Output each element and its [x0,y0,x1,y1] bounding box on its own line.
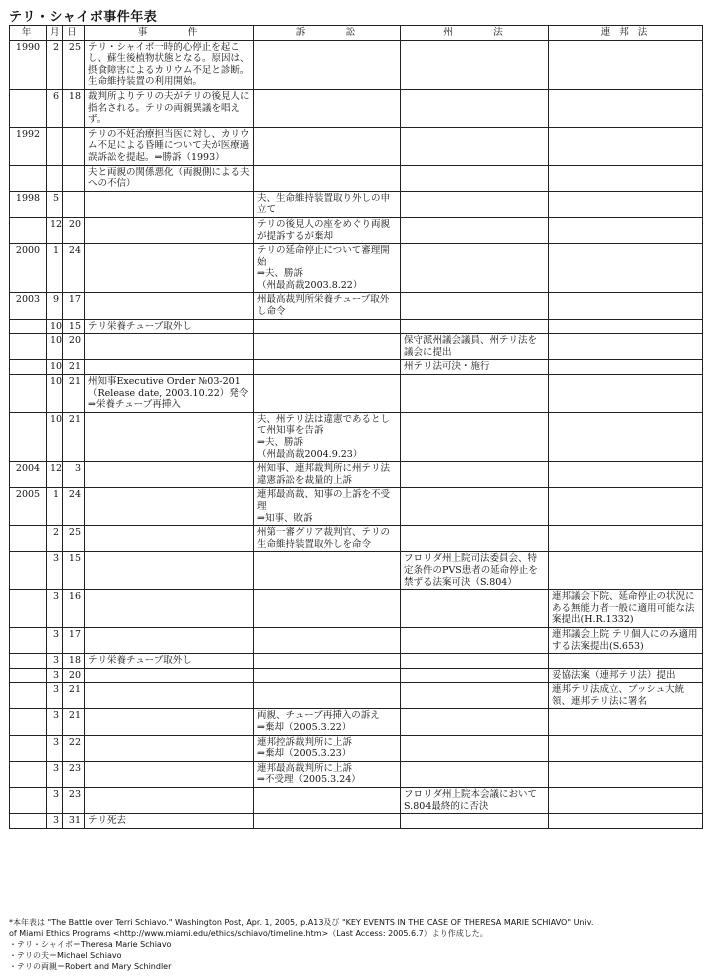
cell-day: 25 [63,526,85,552]
cell-federal-law: 妥協法案（連邦テリ法）提出 [549,668,703,683]
cell-event [85,360,254,375]
header-year: 年 [10,26,47,41]
cell-federal-law [549,293,703,319]
cell-month: 12 [47,217,63,243]
cell-state-law [401,89,549,127]
cell-state-law [401,217,549,243]
cell-event [85,217,254,243]
cell-month: 9 [47,293,63,319]
cell-federal-law [549,89,703,127]
table-row [10,590,703,628]
cell-month: 3 [47,627,63,653]
cell-month: 2 [47,526,63,552]
footnote-line: ・テリの夫＝Michael Schiavo [9,951,122,960]
cell-day: 21 [63,412,85,461]
cell-state-law [401,462,549,488]
cell-year [10,360,47,375]
cell-federal-law [549,319,703,334]
cell-year [10,654,47,669]
table-row [10,165,703,191]
cell-event: テリ死去 [85,814,254,829]
cell-federal-law [549,334,703,360]
cell-month: 10 [47,360,63,375]
cell-state-law [401,191,549,217]
cell-day: 15 [63,319,85,334]
cell-event [85,462,254,488]
table-row [10,814,703,829]
cell-federal-law [549,244,703,293]
footnote-line: *本年表は "The Battle over Terri Schiavo." Washington Post, Apr. 1, 2005, p.A13及び "KEY EVENTS IN THE CASE OF THERESA MARIE SCHIAVO" Univ. [9,918,594,927]
cell-event [85,244,254,293]
table-row [10,360,703,375]
cell-lawsuit [254,627,401,653]
cell-state-law: フロリダ州上院司法委員会、特定条件のPVS患者の延命停止を禁ずる法案可決（S.804） [401,552,549,590]
table-row [10,488,703,526]
cell-year [10,627,47,653]
cell-state-law [401,526,549,552]
cell-state-law [401,683,549,709]
cell-year [10,761,47,787]
cell-event [85,668,254,683]
cell-state-law [401,735,549,761]
cell-lawsuit [254,375,401,413]
cell-state-law [401,165,549,191]
footnote-line: of Miami Ethics Programs <http://www.miami.edu/ethics/schiavo/timeline.htm>（Last Access: 2005.6.7）より作成した。 [9,929,488,938]
cell-event: テリの不妊治療担当医に対し、カリウム不足による昏睡について夫が医療過誤訴訟を提起。⇒勝訴（1993） [85,127,254,165]
cell-year: 1990 [10,40,47,89]
cell-lawsuit: 連邦控訴裁判所に上訴 ⇒棄却（2005.3.23） [254,735,401,761]
table-row [10,217,703,243]
header-day: 日 [63,26,85,41]
cell-event [85,526,254,552]
table-row [10,334,703,360]
cell-day: 15 [63,552,85,590]
cell-lawsuit: 州最高裁判所栄養チューブ取外し命令 [254,293,401,319]
cell-month: 3 [47,761,63,787]
cell-federal-law [549,488,703,526]
cell-federal-law [549,526,703,552]
cell-federal-law [549,360,703,375]
cell-day [63,127,85,165]
cell-day: 18 [63,89,85,127]
cell-day: 16 [63,590,85,628]
cell-day: 25 [63,40,85,89]
table-row [10,709,703,735]
cell-state-law [401,293,549,319]
cell-day: 18 [63,654,85,669]
cell-event: テリ栄養チューブ取外し [85,319,254,334]
cell-lawsuit [254,40,401,89]
cell-day: 20 [63,668,85,683]
header-state-law: 州 法 [401,26,549,41]
cell-state-law: 州テリ法可決・施行 [401,360,549,375]
cell-year [10,590,47,628]
cell-year [10,526,47,552]
cell-month: 12 [47,462,63,488]
cell-state-law [401,412,549,461]
footnotes [9,917,704,972]
cell-lawsuit [254,360,401,375]
cell-federal-law [549,217,703,243]
cell-state-law [401,375,549,413]
cell-lawsuit [254,654,401,669]
table-row [10,319,703,334]
cell-day: 3 [63,462,85,488]
cell-lawsuit: 夫、生命維持装置取り外しの申立て [254,191,401,217]
cell-year [10,412,47,461]
cell-state-law [401,319,549,334]
header-event: 事 件 [85,26,254,41]
table-row [10,462,703,488]
header-federal-law: 連 邦 法 [549,26,703,41]
cell-federal-law [549,735,703,761]
cell-state-law [401,761,549,787]
cell-state-law: フロリダ州上院本会議においてS.804最終的に否決 [401,788,549,814]
table-row [10,668,703,683]
cell-lawsuit: 州第一審グリア裁判官、テリの生命維持装置取外しを命令 [254,526,401,552]
cell-lawsuit [254,165,401,191]
cell-federal-law [549,412,703,461]
header-row [10,26,703,41]
cell-federal-law [549,375,703,413]
cell-year [10,89,47,127]
cell-month: 3 [47,814,63,829]
cell-day: 21 [63,683,85,709]
cell-federal-law [549,814,703,829]
cell-month: 10 [47,334,63,360]
cell-event [85,293,254,319]
cell-month: 5 [47,191,63,217]
cell-day: 31 [63,814,85,829]
cell-year [10,814,47,829]
cell-federal-law [549,462,703,488]
cell-month: 1 [47,488,63,526]
cell-federal-law [549,40,703,89]
cell-lawsuit: 両親、チューブ再挿入の訴え ⇒棄却（2005.3.22） [254,709,401,735]
cell-state-law [401,590,549,628]
cell-event [85,627,254,653]
table-row [10,761,703,787]
cell-year: 2004 [10,462,47,488]
cell-day: 23 [63,761,85,787]
cell-lawsuit [254,127,401,165]
table-row [10,552,703,590]
cell-state-law [401,627,549,653]
cell-year [10,735,47,761]
cell-month: 3 [47,683,63,709]
cell-month: 6 [47,89,63,127]
cell-day: 17 [63,627,85,653]
table-row [10,244,703,293]
cell-year [10,319,47,334]
cell-event: 裁判所よりテリの夫がテリの後見人に指名される。テリの両親異議を唱えず。 [85,89,254,127]
cell-lawsuit [254,334,401,360]
cell-month: 10 [47,375,63,413]
table-row [10,293,703,319]
cell-day: 24 [63,488,85,526]
cell-month: 10 [47,412,63,461]
cell-lawsuit: 州知事、連邦裁判所に州テリ法違憲訴訟を裁量的上訴 [254,462,401,488]
cell-federal-law: 連邦テリ法成立、ブッシュ大統領、連邦テリ法に署名 [549,683,703,709]
cell-lawsuit [254,814,401,829]
cell-day: 24 [63,244,85,293]
cell-day: 21 [63,360,85,375]
cell-year: 1998 [10,191,47,217]
cell-event [85,552,254,590]
cell-event [85,788,254,814]
cell-event [85,590,254,628]
cell-federal-law [549,552,703,590]
cell-state-law [401,40,549,89]
cell-event [85,735,254,761]
cell-month: 3 [47,735,63,761]
table-row [10,191,703,217]
cell-year [10,165,47,191]
footnote-line: ・テリの両親＝Robert and Mary Schindler [9,962,172,971]
cell-state-law [401,668,549,683]
cell-year: 2003 [10,293,47,319]
cell-event [85,191,254,217]
cell-lawsuit: 連邦最高裁、知事の上訴を不受理 ⇒知事、敗訴 [254,488,401,526]
cell-day: 23 [63,788,85,814]
table-row [10,627,703,653]
cell-day: 21 [63,709,85,735]
table-row [10,412,703,461]
header-month: 月 [47,26,63,41]
cell-federal-law [549,191,703,217]
cell-lawsuit [254,89,401,127]
cell-month: 3 [47,590,63,628]
cell-year [10,668,47,683]
cell-state-law [401,244,549,293]
footnote-line: ・テリ・シャイボ＝Theresa Marie Schiavo [9,940,172,949]
cell-event: 州知事Executive Order №03-201（Release date, 2003.10.22）発令 ⇒栄養チューブ再挿入 [85,375,254,413]
cell-month: 3 [47,788,63,814]
cell-state-law [401,709,549,735]
cell-lawsuit [254,683,401,709]
cell-year: 1992 [10,127,47,165]
cell-year [10,217,47,243]
cell-year [10,552,47,590]
cell-state-law [401,127,549,165]
cell-month: 3 [47,654,63,669]
table-row [10,526,703,552]
cell-federal-law [549,165,703,191]
cell-lawsuit: 連邦最高裁判所に上訴 ⇒不受理（2005.3.24） [254,761,401,787]
cell-event: 夫と両親の関係悪化（両親側による夫への不信） [85,165,254,191]
cell-day: 21 [63,375,85,413]
table-row [10,654,703,669]
cell-lawsuit [254,319,401,334]
cell-month: 2 [47,40,63,89]
cell-federal-law [549,654,703,669]
table-row [10,788,703,814]
cell-federal-law [549,788,703,814]
cell-month: 10 [47,319,63,334]
cell-event: テリ栄養チューブ取外し [85,654,254,669]
cell-lawsuit: テリの後見人の座をめぐり両親が提訴するが棄却 [254,217,401,243]
cell-event [85,761,254,787]
cell-day: 20 [63,217,85,243]
cell-lawsuit: 夫、州テリ法は違憲であるとして州知事を告訴 ⇒夫、勝訴 （州最高裁2004.9.23） [254,412,401,461]
cell-event [85,709,254,735]
table-row [10,127,703,165]
cell-month [47,165,63,191]
cell-year [10,375,47,413]
cell-year: 2005 [10,488,47,526]
cell-day: 22 [63,735,85,761]
cell-year [10,683,47,709]
table-row [10,89,703,127]
cell-day [63,191,85,217]
cell-lawsuit [254,590,401,628]
table-row [10,40,703,89]
cell-lawsuit [254,668,401,683]
cell-year [10,334,47,360]
cell-federal-law: 連邦議会上院 テリ個人にのみ適用する法案提出(S.653) [549,627,703,653]
cell-event [85,488,254,526]
table-row [10,683,703,709]
cell-year [10,788,47,814]
cell-month: 1 [47,244,63,293]
cell-day [63,165,85,191]
table-row [10,375,703,413]
cell-state-law [401,488,549,526]
cell-federal-law [549,761,703,787]
cell-month: 3 [47,709,63,735]
timeline-table [9,25,703,829]
cell-day: 17 [63,293,85,319]
cell-state-law [401,814,549,829]
cell-federal-law [549,127,703,165]
cell-lawsuit: テリの延命停止について審理開始 ⇒夫、勝訴 （州最高裁2003.8.22） [254,244,401,293]
cell-federal-law [549,709,703,735]
header-lawsuit: 訴 訟 [254,26,401,41]
cell-state-law: 保守派州議会議員、州テリ法を議会に提出 [401,334,549,360]
cell-lawsuit [254,788,401,814]
cell-federal-law: 連邦議会下院、延命停止の状況にある無能力者一般に適用可能な法案提出(H.R.1332) [549,590,703,628]
cell-event [85,334,254,360]
cell-state-law [401,654,549,669]
cell-event [85,683,254,709]
cell-month: 3 [47,668,63,683]
cell-event [85,412,254,461]
cell-event: テリ・シャイボ一時的心停止を起こし、蘇生後植物状態となる。原因は、摂食障害によるカリウム不足と診断。生命維持装置の利用開始。 [85,40,254,89]
cell-month [47,127,63,165]
table-row [10,735,703,761]
cell-lawsuit [254,552,401,590]
page-title: テリ・シャイボ事件年表 [9,10,158,25]
cell-day: 20 [63,334,85,360]
cell-month: 3 [47,552,63,590]
cell-year: 2000 [10,244,47,293]
cell-year [10,709,47,735]
